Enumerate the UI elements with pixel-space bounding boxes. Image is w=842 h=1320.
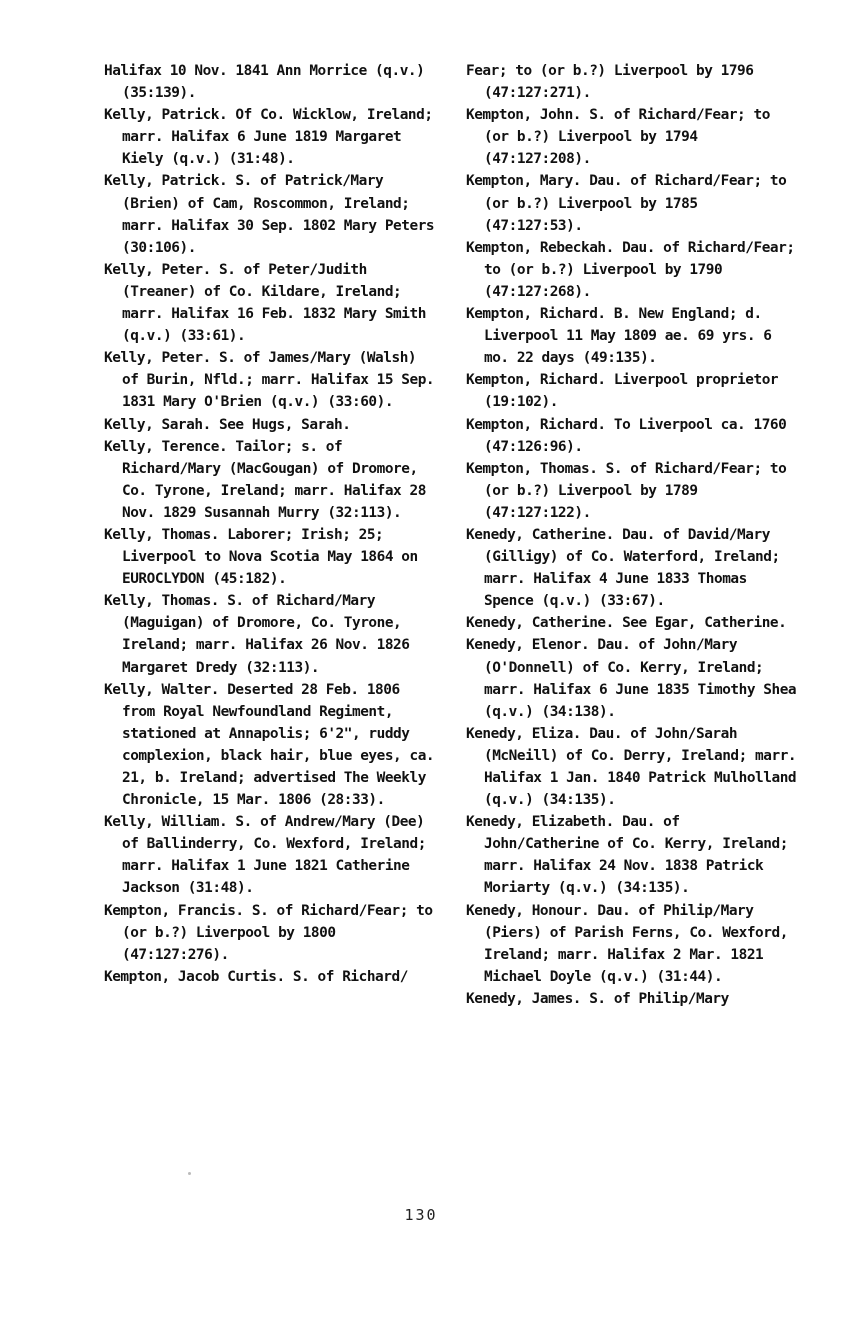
entry: Kempton, Rebeckah. Dau. of Richard/Fear; to (or b.?) Liverpool by 1790 (47:127:268). [466, 239, 803, 300]
entry: Kelly, Thomas. S. of Richard/Mary (Maguigan) of Dromore, Co. Tyrone, Ireland; marr. Halifax 26 Nov. 1826 Margaret Dredy (32:113). [104, 593, 418, 676]
entry: Kelly, Walter. Deserted 28 Feb. 1806 from Royal Newfoundland Regiment, stationed at Annapolis; 6'2", ruddy complexion, black hair, blue eyes, ca. 21, b. Ireland; advertised The Weekly Chronicle, 15 Mar. 1806 (28:33). [104, 681, 443, 809]
entry: Kenedy, James. S. of Philip/Mary [466, 990, 729, 1007]
entry: Fear; to (or b.?) Liverpool by 1796 (47:127:271). [466, 63, 762, 102]
entry: Kenedy, Catherine. See Egar, Catherine. [466, 615, 787, 632]
entry: Kempton, Mary. Dau. of Richard/Fear; to (or b.?) Liverpool by 1785 (47:127:53). [466, 173, 795, 234]
entry: Kempton, Richard. B. New England; d. Liverpool 11 May 1809 ae. 69 yrs. 6 mo. 22 days (49:135). [466, 306, 780, 367]
right-column [466, 60, 805, 1010]
entry: Kelly, William. S. of Andrew/Mary (Dee) of Ballinderry, Co. Wexford, Ireland; marr. Halifax 1 June 1821 Catherine Jackson (31:48). [104, 814, 435, 897]
entry: Kelly, Sarah. See Hugs, Sarah. [104, 416, 351, 433]
left-column [104, 60, 443, 988]
entry: Kempton, Jacob Curtis. S. of Richard/ [104, 968, 408, 985]
entry: Kelly, Peter. S. of Peter/Judith (Treaner) of Co. Kildare, Ireland; marr. Halifax 16 Feb. 1832 Mary Smith (q.v.) (33:61). [104, 261, 435, 345]
entry: Kempton, Francis. S. of Richard/Fear; to (or b.?) Liverpool by 1800 (47:127:276). [104, 902, 441, 963]
entry: Kelly, Patrick. S. of Patrick/Mary (Brien) of Cam, Roscommon, Ireland; marr. Halifax 30 Sep. 1802 Mary Peters (30:106). [104, 173, 443, 256]
entry: Kempton, Richard. To Liverpool ca. 1760 (47:126:96). [466, 416, 795, 455]
entry: Kenedy, Honour. Dau. of Philip/Mary (Piers) of Parish Ferns, Co. Wexford, Ireland; marr. Halifax 2 Mar. 1821 Michael Doyle (q.v.) (31:44). [466, 902, 797, 985]
entry: Kempton, John. S. of Richard/Fear; to (or b.?) Liverpool by 1794 (47:127:208). [466, 107, 779, 168]
entry: Kelly, Peter. S. of James/Mary (Walsh) of Burin, Nfld.; marr. Halifax 15 Sep. 1831 Mary O'Brien (q.v.) (33:60). [104, 350, 443, 411]
entry: Kempton, Thomas. S. of Richard/Fear; to (or b.?) Liverpool by 1789 (47:127:122). [466, 460, 795, 521]
page-number: 130 [404, 1206, 438, 1224]
entry: Kelly, Patrick. Of Co. Wicklow, Ireland; marr. Halifax 6 June 1819 Margaret Kiely (q.v.) (31:48). [104, 107, 441, 168]
entry: Halifax 10 Nov. 1841 Ann Morrice (q.v.) (35:139). [104, 63, 433, 102]
entry: Kelly, Terence. Tailor; s. of Richard/Mary (MacGougan) of Dromore, Co. Tyrone, Ireland; marr. Halifax 28 Nov. 1829 Susannah Murry (32:113). [104, 438, 435, 521]
entry: Kenedy, Eliza. Dau. of John/Sarah (McNeill) of Co. Derry, Ireland; marr. Halifax 1 Jan. 1840 Patrick Mulholland (q.v.) (34:135). [466, 725, 805, 809]
entry: Kelly, Thomas. Laborer; Irish; 25; Liverpool to Nova Scotia May 1864 on EUROCLYDON (45:182). [104, 526, 426, 588]
scan-speck [188, 1172, 191, 1175]
entry: Kenedy, Elizabeth. Dau. of John/Catherine of Co. Kerry, Ireland; marr. Halifax 24 Nov. 1838 Patrick Moriarty (q.v.) (34:135). [466, 814, 797, 897]
entry: Kempton, Richard. Liverpool proprietor (19:102). [466, 372, 787, 411]
entry: Kenedy, Catherine. Dau. of David/Mary (Gilligy) of Co. Waterford, Ireland; marr. Halifax 4 June 1833 Thomas Spence (q.v.) (33:67). [466, 526, 788, 610]
entry: Kenedy, Elenor. Dau. of John/Mary (O'Donnell) of Co. Kerry, Ireland; marr. Halifax 6 June 1835 Timothy Shea (q.v.) (34:138). [466, 637, 805, 720]
